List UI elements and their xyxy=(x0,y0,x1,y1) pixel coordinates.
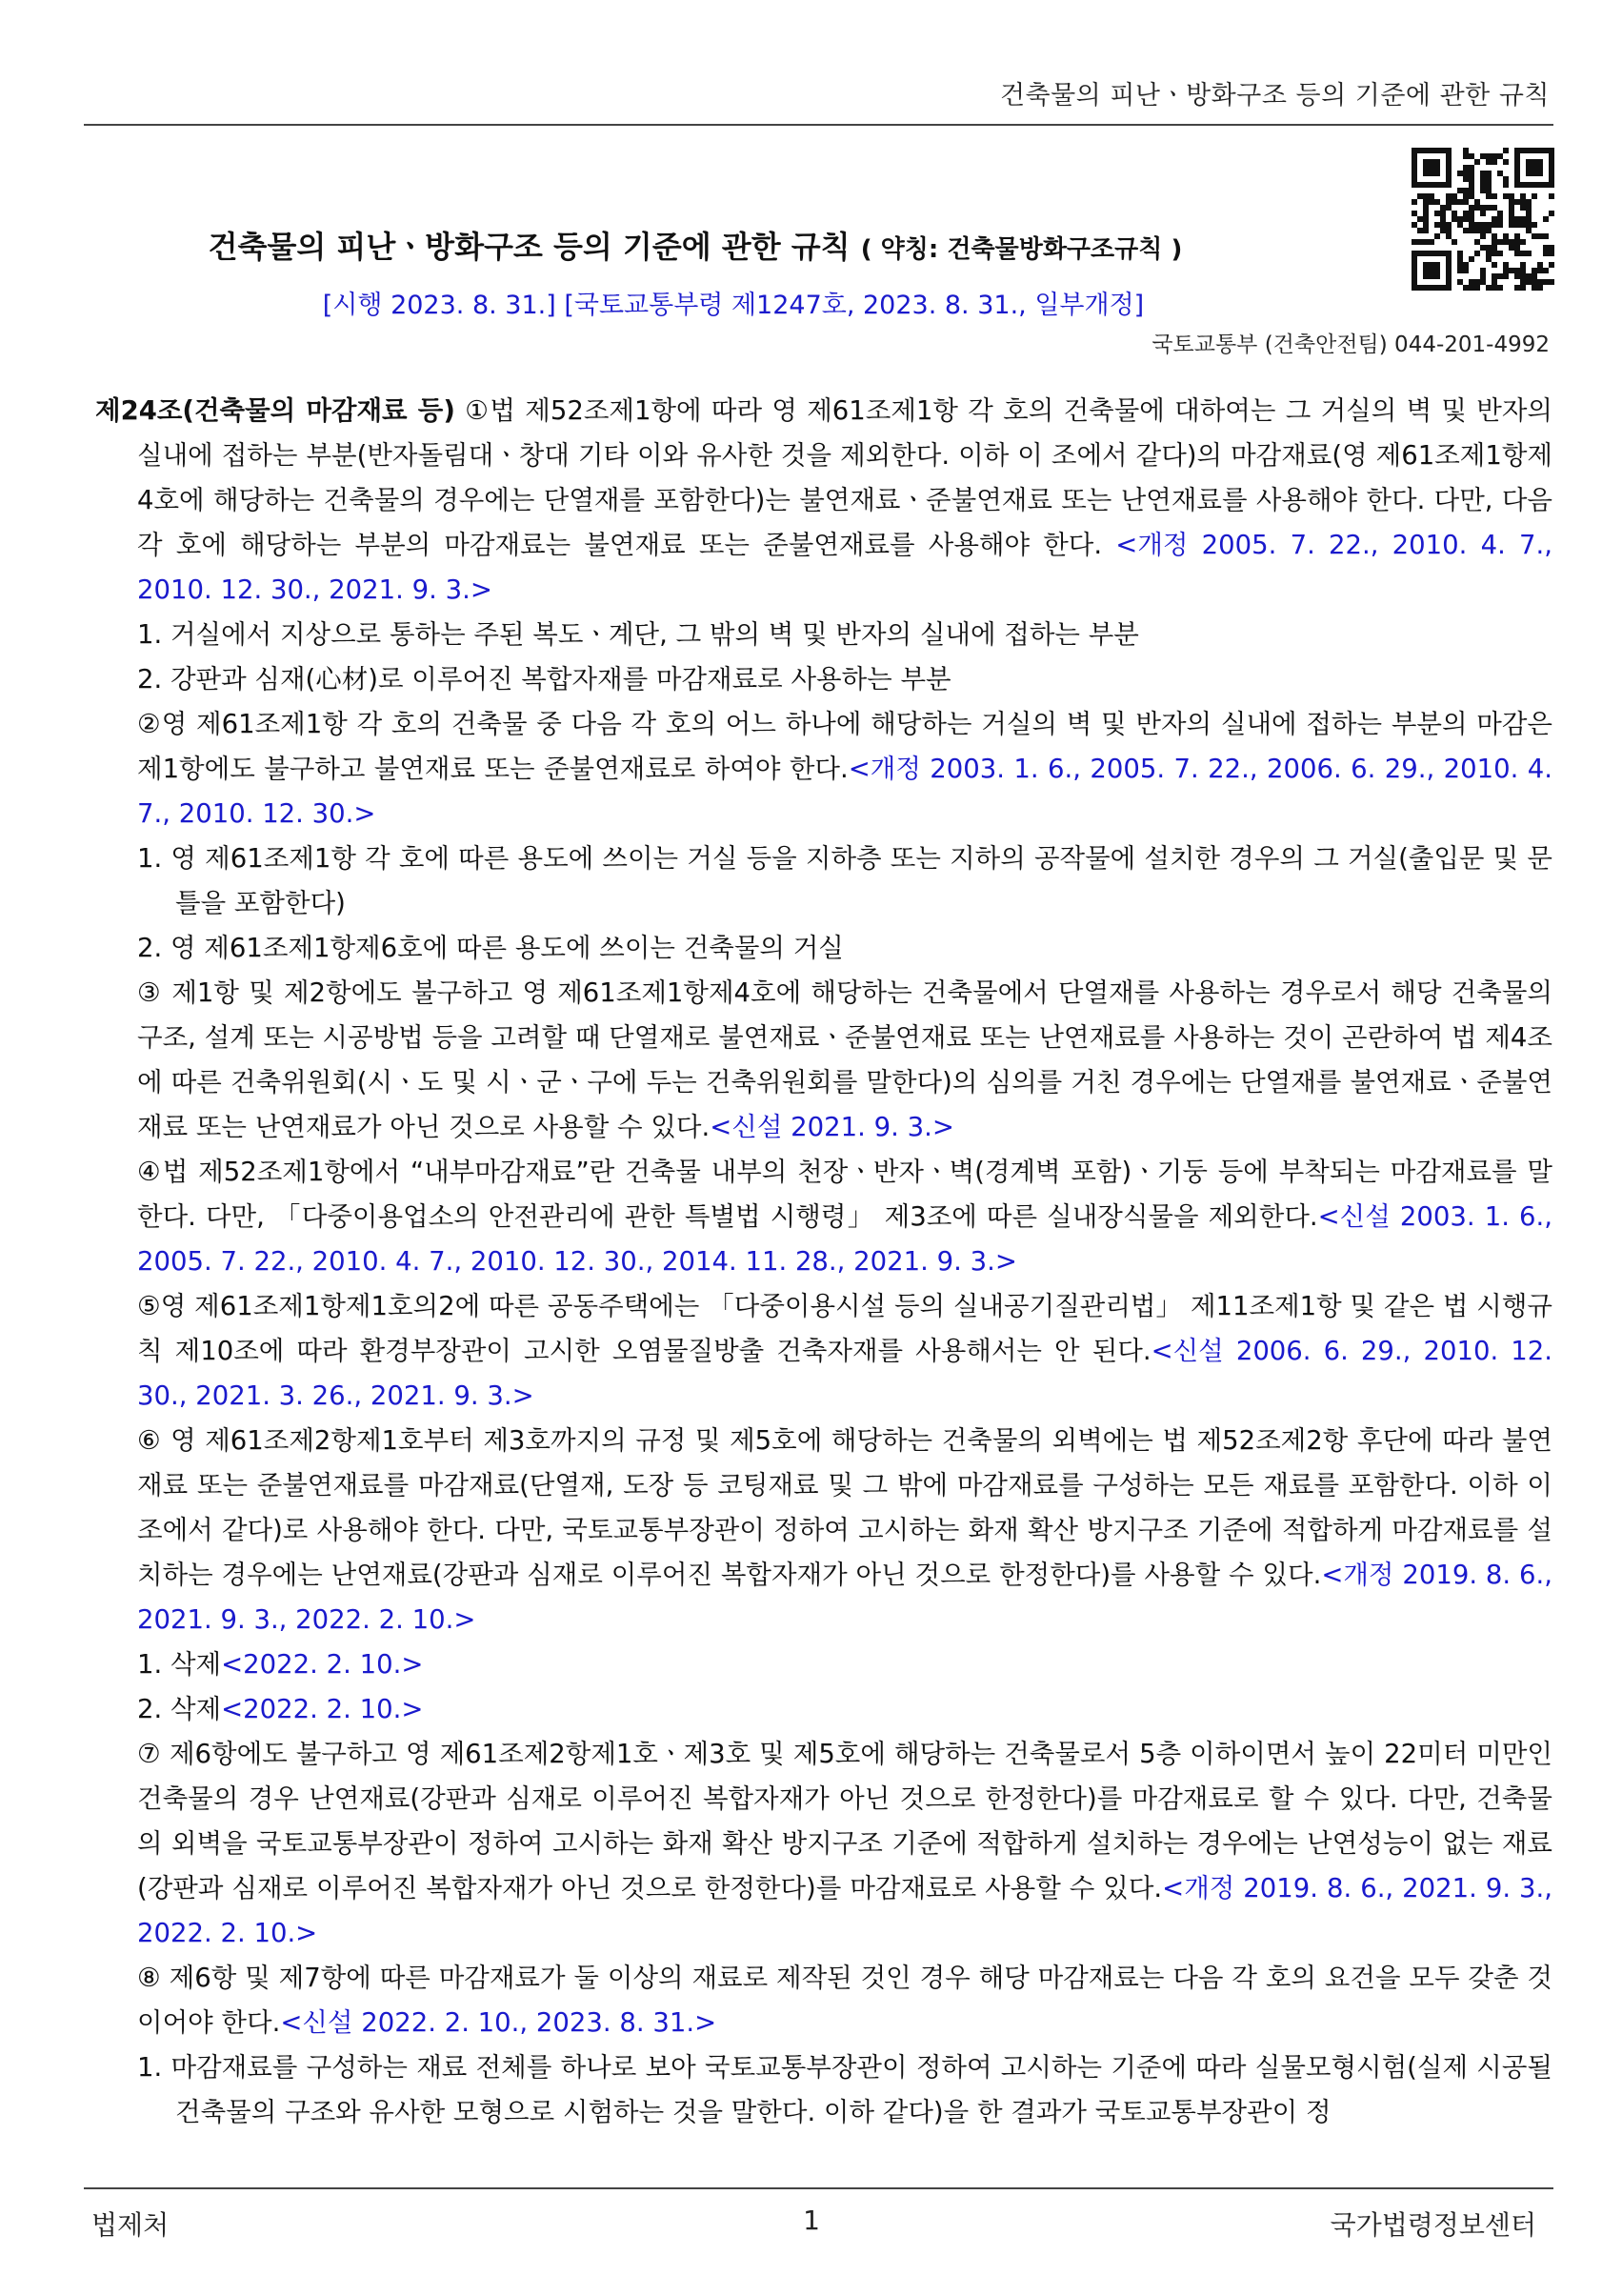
list-item: 1. 마감재료를 구성하는 재료 전체를 하나로 보아 국토교통부장관이 정하여 고시하는 기준에 따라 실물모형시험(실제 시공될 건축물의 구조와 유사한 모형으로 시험하는 것을 말한다. 이하 같다)을 한 결과가 국토교통부장관이 정 xyxy=(137,2052,1552,2127)
amendment-history: <2022. 2. 10.> xyxy=(221,1649,424,1680)
law-abbreviation: ( 약칭: 건축물방화구조규칙 ) xyxy=(860,235,1183,264)
amendment-history: <개정 2005. 7. 22., 2010. 4. 7., 2010. 12. 30., 2021. 9. 3.> xyxy=(137,530,1552,605)
paragraph-6: ⑥ 영 제61조제2항제1호부터 제3호까지의 규정 및 제5호에 해당하는 건축물의 외벽에는 법 제52조제2항 후단에 따라 불연재료 또는 준불연재료를 마감재료(단열재, 도장 등 코팅재료 및 그 밖에 마감재료를 구성하는 모든 재료를 포함한다. 이하 이 조에서 같다)로 사용해야 한다. 다만, 국토교통부장관이 정하여 고시하는 화재 확산 방지구조 기준에 적합하게 마감재료를 설치하는 경우에는 난연재료(강판과 심재로 이루어진 복합자재가 아닌 것으로 한정한다)를 사용할 수 있다.<개정 2019. 8. 6., 2021. 9. 3., 2022. 2. 10.> xyxy=(137,1425,1552,1635)
amendment-history: <개정 2003. 1. 6., 2005. 7. 22., 2006. 6. 29., 2010. 4. 7., 2010. 12. 30.> xyxy=(137,754,1552,829)
list-item: 1. 삭제<2022. 2. 10.> xyxy=(137,1649,424,1680)
amendment-history: <신설 2003. 1. 6., 2005. 7. 22., 2010. 4. 7., 2010. 12. 30., 2014. 11. 28., 2021. 9. 3.> xyxy=(137,1201,1552,1277)
article-heading: 제24조(건축물의 마감재료 등) xyxy=(95,395,455,426)
enactment-info: [시행 2023. 8. 31.] [국토교통부령 제1247호, 2023. 8. 31., 일부개정] xyxy=(322,291,1145,320)
paragraph-3: ③ 제1항 및 제2항에도 불구하고 영 제61조제1항제4호에 해당하는 건축물에서 단열재를 사용하는 경우로서 해당 건축물의 구조, 설계 또는 시공방법 등을 고려할 때 단열재로 불연재료ㆍ준불연재료 또는 난연재료를 사용하는 것이 곤란하여 법 제4조에 따른 건축위원회(시ㆍ도 및 시ㆍ군ㆍ구에 두는 건축위원회를 말한다)의 심의를 거친 경우에는 단열재를 불연재료ㆍ준불연재료 또는 난연재료가 아닌 것으로 사용할 수 있다.<신설 2021. 9. 3.> xyxy=(137,977,1552,1142)
running-title: 건축물의 피난ㆍ방화구조 등의 기준에 관한 규칙 xyxy=(999,81,1550,111)
list-item: 1. 거실에서 지상으로 통하는 주된 복도ㆍ계단, 그 밖의 벽 및 반자의 실내에 접하는 부분 xyxy=(137,619,1139,650)
amendment-history: <2022. 2. 10.> xyxy=(221,1694,424,1724)
paragraph-5: ⑤영 제61조제1항제1호의2에 따른 공동주택에는 「다중이용시설 등의 실내공기질관리법」 제11조제1항 및 같은 법 시행규칙 제10조에 따라 환경부장관이 고시한 오염물질방출 건축자재를 사용해서는 안 된다.<신설 2006. 6. 29., 2010. 12. 30., 2021. 3. 26., 2021. 9. 3.> xyxy=(137,1291,1552,1411)
law-title: 건축물의 피난ㆍ방화구조 등의 기준에 관한 규칙 xyxy=(208,229,851,265)
page-title xyxy=(0,223,1391,267)
footer-center-name: 국가법령정보센터 xyxy=(1330,2209,1536,2241)
amendment-history: <신설 2006. 6. 29., 2010. 12. 30., 2021. 3. 26., 2021. 9. 3.> xyxy=(137,1336,1552,1411)
qr-code-icon xyxy=(1412,148,1554,291)
department-contact: 국토교통부 (건축안전팀) 044-201-4992 xyxy=(1151,332,1550,357)
paragraph-7: ⑦ 제6항에도 불구하고 영 제61조제2항제1호ㆍ제3호 및 제5호에 해당하는 건축물로서 5층 이하이면서 높이 22미터 미만인 건축물의 경우 난연재료(강판과 심재로 이루어진 복합자재가 아닌 것으로 한정한다)를 마감재료로 할 수 있다. 다만, 건축물의 외벽을 국토교통부장관이 정하여 고시하는 화재 확산 방지구조 기준에 적합하게 설치하는 경우에는 난연성능이 없는 재료(강판과 심재로 이루어진 복합자재가 아닌 것으로 한정한다)를 마감재료로 사용할 수 있다.<개정 2019. 8. 6., 2021. 9. 3., 2022. 2. 10.> xyxy=(137,1739,1553,1948)
amendment-history: <개정 2019. 8. 6., 2021. 9. 3., 2022. 2. 10.> xyxy=(137,1560,1552,1635)
amendment-history: <신설 2021. 9. 3.> xyxy=(710,1112,954,1142)
paragraph-4: ④법 제52조제1항에서 “내부마감재료”란 건축물 내부의 천장ㆍ반자ㆍ벽(경계벽 포함)ㆍ기둥 등에 부착되는 마감재료를 말한다. 다만, 「다중이용업소의 안전관리에 관한 특별법 시행령」 제3조에 따른 실내장식물을 제외한다.<신설 2003. 1. 6., 2005. 7. 22., 2010. 4. 7., 2010. 12. 30., 2014. 11. 28., 2021. 9. 3.> xyxy=(137,1157,1552,1277)
paragraph-1: 제24조(건축물의 마감재료 등) ①법 제52조제1항에 따라 영 제61조제1항 각 호의 건축물에 대하여는 그 거실의 벽 및 반자의 실내에 접하는 부분(반자돌림대ㆍ창대 기타 이와 유사한 것을 제외한다. 이하 이 조에서 같다)의 마감재료(영 제61조제1항제4호에 해당하는 건축물의 경우에는 단열재를 포함한다)는 불연재료ㆍ준불연재료 또는 난연재료를 사용해야 한다. 다만, 다음 각 호에 해당하는 부분의 마감재료는 불연재료 또는 준불연재료를 사용해야 한다. <개정 2005. 7. 22., 2010. 4. 7., 2010. 12. 30., 2021. 9. 3.> xyxy=(95,395,1552,605)
list-item: 2. 삭제<2022. 2. 10.> xyxy=(137,1694,424,1724)
list-item: 1. 영 제61조제1항 각 호에 따른 용도에 쓰이는 거실 등을 지하층 또는 지하의 공작물에 설치한 경우의 그 거실(출입문 및 문틀을 포함한다) xyxy=(137,843,1552,918)
list-item: 2. 강판과 심재(心材)로 이루어진 복합자재를 마감재료로 사용하는 부분 xyxy=(137,664,951,695)
paragraph-8: ⑧ 제6항 및 제7항에 따른 마감재료가 둘 이상의 재료로 제작된 것인 경우 해당 마감재료는 다음 각 호의 요건을 모두 갖춘 것이어야 한다.<신설 2022. 2. 10., 2023. 8. 31.> xyxy=(137,1963,1552,2038)
footer-source: 법제처 xyxy=(91,2209,170,2241)
amendment-history: <신설 2022. 2. 10., 2023. 8. 31.> xyxy=(280,2007,717,2038)
amendment-history: <개정 2019. 8. 6., 2021. 9. 3., 2022. 2. 10.> xyxy=(137,1873,1553,1948)
page-number: 1 xyxy=(803,2205,820,2236)
article-body xyxy=(95,389,1552,2135)
list-item: 2. 영 제61조제1항제6호에 따른 용도에 쓰이는 건축물의 거실 xyxy=(137,933,844,963)
footer-divider xyxy=(84,2187,1553,2189)
header-divider xyxy=(84,124,1553,126)
paragraph-2: ②영 제61조제1항 각 호의 건축물 중 다음 각 호의 어느 하나에 해당하는 거실의 벽 및 반자의 실내에 접하는 부분의 마감은 제1항에도 불구하고 불연재료 또는 준불연재료로 하여야 한다.<개정 2003. 1. 6., 2005. 7. 22., 2006. 6. 29., 2010. 4. 7., 2010. 12. 30.> xyxy=(137,709,1552,829)
